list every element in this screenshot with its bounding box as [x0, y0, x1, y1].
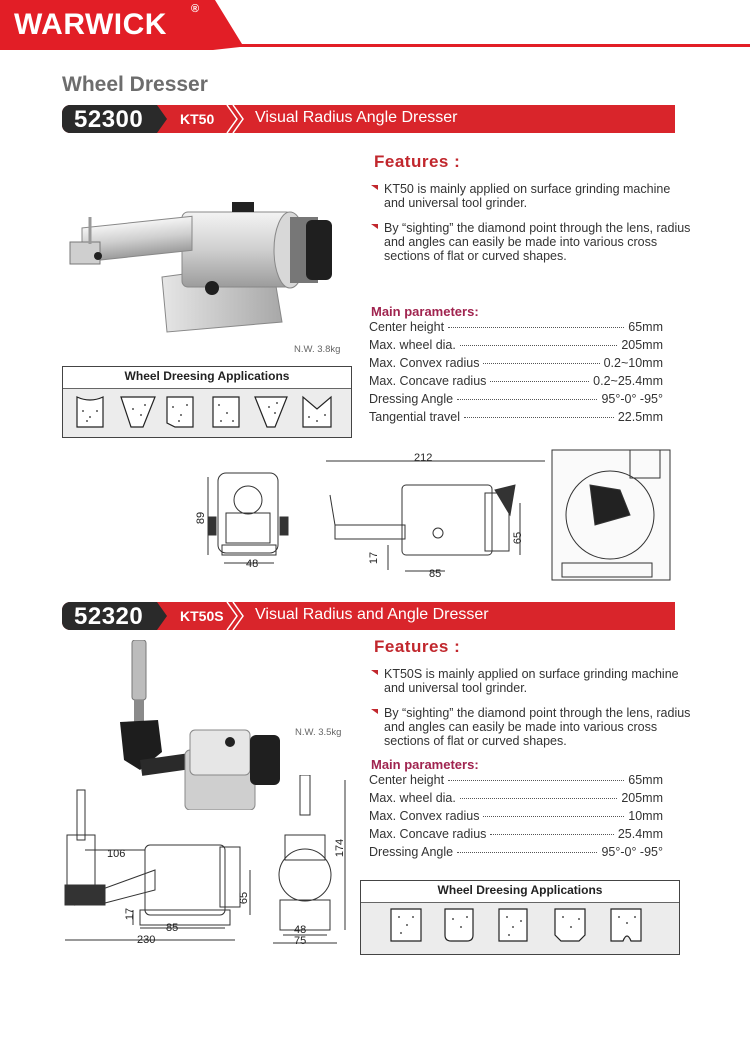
param-row: Max. Convex radius 0.2~10mm [369, 356, 663, 370]
product-banner-52300 [62, 105, 675, 133]
net-weight: N.W. 3.8kg [294, 344, 341, 355]
product-name: Visual Radius and Angle Dresser [255, 606, 489, 623]
wheel-profile-icon [167, 397, 193, 427]
wheel-profile-icon [303, 397, 331, 427]
wheel-profile-icon [445, 909, 473, 941]
product-number: 52320 [74, 603, 144, 630]
product-photo-kt50 [62, 192, 362, 342]
dim-base-width: 85 [166, 922, 179, 934]
technical-drawings-kt50s [55, 775, 355, 950]
dim-front-width-outer: 75 [294, 935, 307, 947]
params-title: Main parameters: [371, 757, 479, 772]
wheel-applications-title: Wheel Dreesing Applications [437, 883, 603, 897]
feature-item: KT50 is mainly applied on surface grinding machine and universal tool grinder. [371, 182, 691, 210]
feature-item: KT50S is mainly applied on surface grinding machine and universal tool grinder. [371, 667, 691, 695]
product-number: 52300 [74, 106, 144, 133]
wheel-profile-icon [499, 909, 527, 941]
wheel-applications-panel [62, 366, 352, 438]
dim-front-width: 48 [246, 558, 259, 570]
wheel-profile-icon [611, 909, 641, 941]
param-row: Dressing Angle 95°-0° -95° [369, 845, 663, 859]
param-row: Max. wheel dia. 205mm [369, 338, 663, 352]
dim-side-base-height: 17 [368, 551, 381, 565]
dim-front-width-inner: 48 [294, 924, 307, 936]
bullet-triangle-icon [371, 224, 378, 229]
wheel-profile-icons [361, 903, 679, 955]
dim-total-length: 230 [137, 934, 156, 946]
param-row: Center height 65mm [369, 773, 663, 787]
param-row: Center height 65mm [369, 320, 663, 334]
product-name: Visual Radius Angle Dresser [255, 109, 458, 126]
dim-side-length: 212 [414, 452, 433, 464]
wheel-profile-icon [555, 909, 585, 941]
dim-front-height: 174 [334, 838, 347, 858]
product-code: KT50 [180, 111, 215, 127]
bullet-triangle-icon [371, 670, 378, 675]
features-title: Features : [374, 152, 461, 171]
features-title: Features : [374, 637, 461, 656]
wheel-profile-icons [63, 389, 351, 439]
bullet-triangle-icon [371, 185, 378, 190]
param-row: Max. wheel dia. 205mm [369, 791, 663, 805]
dim-front-height: 89 [195, 511, 208, 525]
dim-side-center: 65 [512, 531, 525, 545]
wheel-profile-icon [77, 397, 103, 427]
dim-side-base-width: 85 [429, 568, 442, 580]
wheel-profile-icon [213, 397, 239, 427]
params-title: Main parameters: [371, 304, 479, 319]
param-row: Max. Convex radius 10mm [369, 809, 663, 823]
wheel-profile-icon [121, 397, 155, 427]
brand-registered-mark: ® [191, 3, 200, 15]
param-row: Max. Concave radius 0.2~25.4mm [369, 374, 663, 388]
dim-center: 65 [238, 891, 251, 905]
dim-arm: 106 [107, 848, 126, 860]
dim-base-height: 17 [124, 907, 137, 921]
brand-logo: WARWICK [14, 8, 167, 41]
param-row: Tangential travel 22.5mm [369, 410, 663, 424]
product-code: KT50S [180, 608, 224, 624]
net-weight: N.W. 3.5kg [295, 727, 342, 738]
wheel-applications-title: Wheel Dreesing Applications [124, 369, 290, 383]
feature-item: By “sighting” the diamond point through the lens, radius and angles can easily be made into various cross sections of flat or curved shapes. [371, 706, 691, 748]
wheel-profile-icon [255, 397, 287, 427]
bullet-triangle-icon [371, 709, 378, 714]
feature-item: By “sighting” the diamond point through the lens, radius and angles can easily be made into various cross sections of flat or curved shapes. [371, 221, 691, 263]
page-title: Wheel Dresser [62, 73, 208, 96]
product-banner-52320 [62, 602, 675, 630]
wheel-applications-panel [360, 880, 680, 955]
param-row: Max. Concave radius 25.4mm [369, 827, 663, 841]
param-row: Dressing Angle 95°-0° -95° [369, 392, 663, 406]
